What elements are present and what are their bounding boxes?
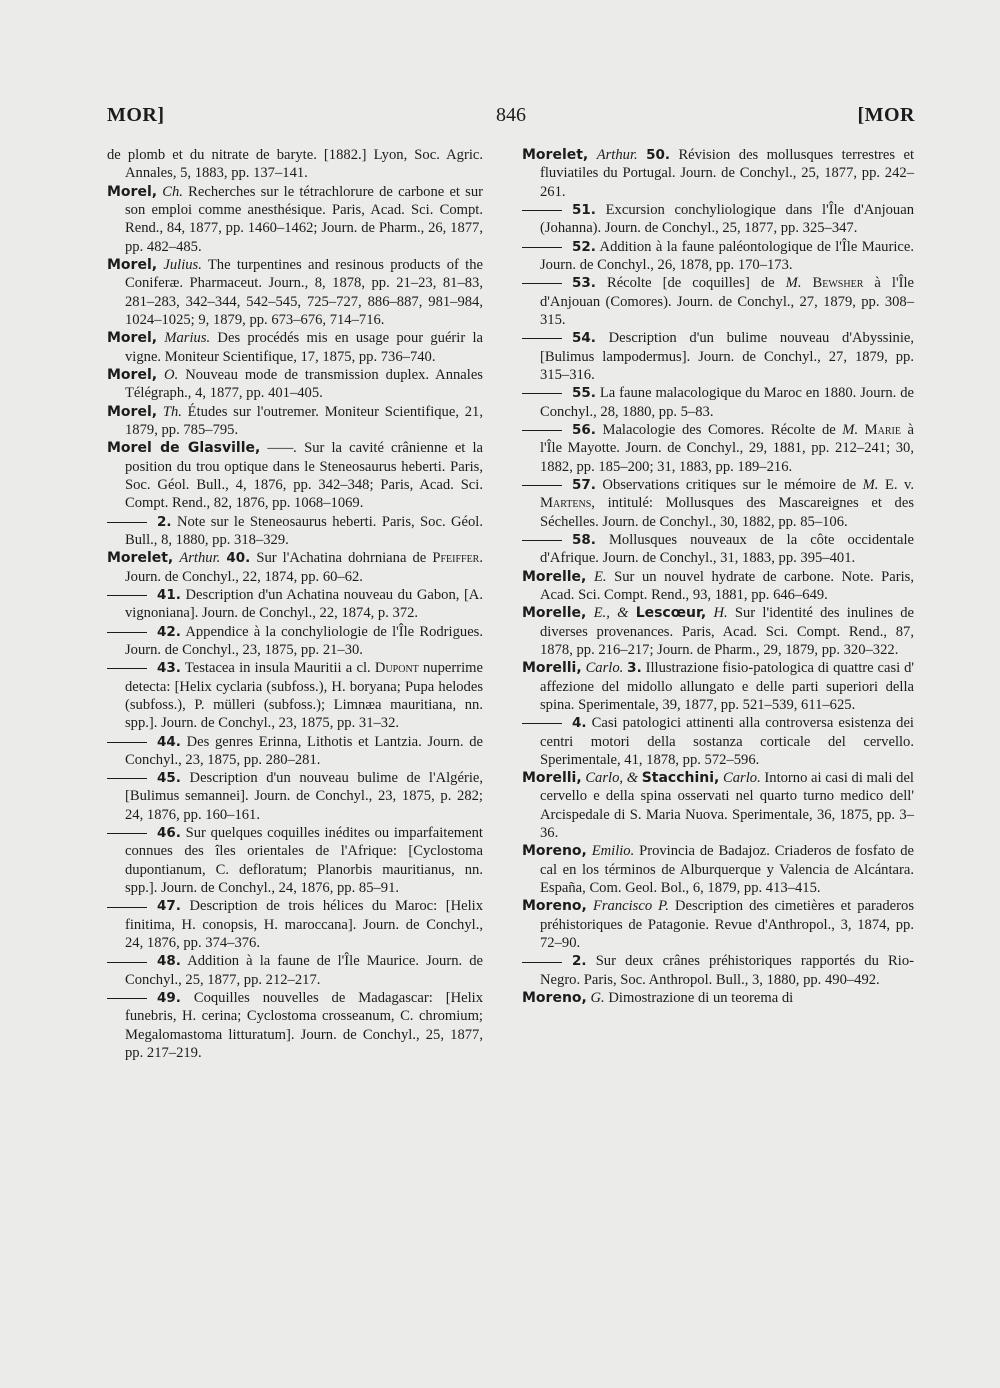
entry-text: Description d'un nouveau bulime de l'Algérie, [Bulimus semannei]. Journ. de Conchyl., 23, 1875, p. 282; 24, 1876, pp. 160–161. [125, 770, 483, 823]
entry-number: 43. [157, 660, 181, 677]
repeat-author-dash [107, 522, 147, 523]
entry-text: Addition à la faune paléontologique de l'Île Maurice. Journ. de Conchyl., 26, 1878, pp. 170–173. [540, 238, 914, 273]
bib-entry [522, 531, 914, 568]
repeat-author-dash [107, 595, 147, 596]
entry-number: 51. [572, 201, 596, 218]
repeat-author-dash [107, 632, 147, 633]
coauthor-given-name: H. [713, 605, 728, 622]
entry-text: Appendice à la conchyliologie de l'Île Rodrigues. Journ. de Conchyl., 23, 1875, pp. 21–30. [125, 623, 483, 658]
entry-number: 58. [572, 531, 596, 548]
author-given-name: Julius. [163, 256, 202, 273]
author-given-name: Carlo. [585, 660, 624, 677]
entry-number: 2. [572, 953, 587, 970]
entry-text: Récolte [de coquilles] de [606, 275, 775, 292]
entry-number: 54. [572, 330, 596, 347]
author-surname: Morelle, [522, 605, 587, 622]
person-name-smallcaps: Marie [864, 421, 901, 438]
entry-text: Sur quelques coquilles inédites ou imparfaitement connues des îles orientales de l'Afrique: [Cyclostoma dupontianum, C. defloratum; Planorbis mauritianus, nn. spp.]. Journ. de Conchyl., 24, 1876, pp. 85–91. [125, 825, 483, 897]
entry-number: 48. [157, 953, 181, 970]
bib-entry [522, 201, 914, 238]
repeat-author-dash [522, 283, 562, 284]
bib-entry [107, 623, 483, 660]
entry-text: Dimostrazione di un teorema di [608, 990, 794, 1007]
entry-text-continued: Journ. de Conchyl., 22, 1874, pp. 60–62. [125, 568, 363, 585]
author-surname: Morelli, [522, 770, 582, 787]
author-given-name: Marius. [164, 330, 211, 347]
coauthor-given-name: Carlo. [723, 770, 761, 787]
entry-text: La faune malacologique du Maroc en 1880. Journ. de Conchyl., 28, 1880, pp. 5–83. [540, 385, 914, 420]
entry-number: 53. [572, 275, 596, 292]
author-given-name: E., & [593, 605, 629, 622]
entry-number: 45. [157, 770, 181, 787]
entry-number: 42. [157, 623, 181, 640]
repeat-author-dash [107, 907, 147, 908]
header-left-range: MOR] [107, 104, 165, 126]
entry-text: Observations critiques sur le mémoire de [602, 476, 857, 493]
repeat-author-dash [522, 338, 562, 339]
repeat-author-dash [522, 485, 562, 486]
person-name-smallcaps: Dupont [374, 660, 419, 677]
bib-entry [107, 329, 483, 366]
entry-text: The turpentines and resinous products of the Coniferæ. Pharmaceut. Journ., 8, 1878, pp. 21–23, 81–83, 281–283, 342–344, 542–545, 725–727, 886–887, 981–984, 1024–1025; 9, 1879, pp. 673–676, 714–716. [125, 256, 483, 328]
bib-entry [522, 714, 914, 769]
repeat-author-dash [107, 998, 147, 999]
author-given-name: E. [593, 568, 607, 585]
entry-text: Note sur le Steneosaurus heberti. Paris, Soc. Géol. Bull., 8, 1880, pp. 318–329. [125, 513, 484, 548]
bib-entry [107, 733, 483, 770]
entry-number: 50. [646, 147, 671, 163]
repeat-author-dash [522, 540, 562, 541]
entry-text: Provincia de Badajoz. Criaderos de fosfato de cal en los términos de Alburquerque y Valencia de Alcántara. España, Com. Geol. Bol., 6, 1879, pp. 413–415. [540, 843, 914, 897]
entry-text: Études sur l'outremer. Moniteur Scientifique, 21, 1879, pp. 785–795. [125, 403, 483, 438]
entry-text: Intorno ai casi di mali del cervello e della spina osservati nel quarto turno medico dell' Arcispedale di S. Maria Nuova. Sperimentale, 36, 1875, pp. 3–36. [540, 770, 914, 842]
title-abbrev: M. [862, 476, 879, 493]
author-given-name: ——. [267, 440, 298, 457]
repeat-author-dash [522, 393, 562, 394]
author-given-name: Emilio. [591, 843, 635, 860]
entry-text: Sur deux crânes préhistoriques rapportés du Rio-Negro. Paris, Soc. Anthropol. Bull., 3, 1880, pp. 490–492. [540, 953, 914, 988]
repeat-author-dash [107, 668, 147, 669]
entry-text: Sur l'Achatina dohrniana de [256, 550, 427, 567]
entry-text-continued: intitulé: Mollusques des Mascareignes et des Séchelles. Journ. de Conchyl., 30, 1882, pp. 85–106. [540, 495, 914, 530]
page-number: 846 [496, 104, 526, 126]
repeat-author-dash [522, 962, 562, 963]
bib-entry [107, 366, 483, 403]
bib-entry [107, 146, 483, 183]
bib-entry [107, 439, 483, 512]
title-abbrev: M. [842, 421, 859, 438]
entry-text: Des procédés mis en usage pour guérir la vigne. Moniteur Scientifique, 17, 1875, pp. 736–740. [125, 330, 483, 365]
entry-number: 40. [226, 550, 251, 567]
bib-entry [107, 989, 483, 1062]
author-surname: Morel, [107, 330, 158, 347]
entry-text: Description d'un Achatina nouveau du Gabon, [A. vignoniana]. Journ. de Conchyl., 22, 1874, p. 372. [125, 586, 483, 622]
person-name-smallcaps: Martens, [540, 495, 595, 512]
repeat-author-dash [522, 430, 562, 431]
repeat-author-dash [107, 962, 147, 963]
bib-entry [522, 604, 914, 659]
entry-number: 2. [157, 513, 172, 530]
bib-entry [107, 952, 483, 989]
bib-entry [107, 549, 483, 586]
entry-text: Nouveau mode de transmission duplex. Annales Télégraph., 4, 1877, pp. 401–405. [125, 366, 483, 402]
entry-text: Description des cimetières et paraderos préhistoriques de Patagonie. Revue d'Anthropol., 3, 1874, pp. 72–90. [540, 898, 914, 952]
entry-text: de plomb et du nitrate de baryte. [1882.] Lyon, Soc. Agric. Annales, 5, 1883, pp. 137–141. [107, 147, 483, 182]
entry-number: 3. [627, 660, 642, 677]
bib-entry [522, 952, 914, 989]
entry-text: Addition à la faune de l'Île Maurice. Journ. de Conchyl., 25, 1877, pp. 212–217. [125, 953, 484, 988]
bib-entry [522, 476, 914, 531]
author-surname: Moreno, [522, 898, 587, 915]
entry-text: Description d'un bulime nouveau d'Abyssinie, [Bulimus lampodermus]. Journ. de Conchyl., 27, 1879, pp. 315–316. [540, 330, 915, 383]
author-surname: Morel, [107, 256, 158, 273]
entry-text: Illustrazione fisio-patologica di quattre casi d' affezione del midollo allungato e delle parti superiori della spina. Sperimentale, 39, 1877, pp. 521–539, 611–625. [540, 660, 915, 713]
repeat-author-dash [107, 833, 147, 834]
bib-entry [107, 513, 483, 550]
bib-entry [522, 659, 914, 714]
bib-entry [522, 842, 914, 897]
bib-entry [522, 421, 914, 476]
author-given-name: O. [164, 366, 179, 383]
entry-text: Coquilles nouvelles de Madagascar: [Helix funebris, H. cerina; Cyclostoma crosseanum, C. chromium; Megalomastoma litturatum]. Journ. de Conchyl., 25, 1877, pp. 217–219. [125, 990, 483, 1062]
entry-text: Excursion conchyliologique dans l'Île d'Anjouan (Johanna). Journ. de Conchyl., 25, 1877, pp. 325–347. [540, 201, 914, 237]
header-right-range: [MOR [857, 104, 915, 126]
author-surname: Morelet, [107, 550, 174, 567]
entry-text-continued: à l'Île d'Anjouan (Comores). Journ. de Conchyl., 27, 1879, pp. 308–315. [540, 275, 914, 328]
entry-text: Description de trois hélices du Maroc: [Helix finitima, H. conopsis, H. maroccana]. Journ. de Conchyl., 24, 1876, pp. 374–376. [125, 898, 484, 952]
entry-text: Testacea in insula Mauritii a cl. [184, 660, 371, 677]
bib-entry [522, 384, 914, 421]
author-surname: Moreno, [522, 990, 587, 1007]
author-surname: Morel, [107, 183, 158, 200]
running-header [107, 100, 915, 134]
bib-entry [107, 183, 483, 256]
entry-text: Sur un nouvel hydrate de carbone. Note. Paris, Acad. Sci. Compt. Rend., 93, 1881, pp. 646–649. [540, 568, 915, 603]
author-surname: Morelet, [522, 147, 589, 163]
entry-text: Sur l'identité des inulines de diverses provenances. Paris, Acad. Sci. Compt. Rend., 87, 1878, pp. 216–217; Journ. de Pharm., 29, 1879, pp. 320–322. [540, 605, 915, 658]
repeat-author-dash [107, 778, 147, 779]
author-surname: Morelle, [522, 568, 587, 585]
coauthor-surname: Lescœur, [635, 605, 707, 622]
bib-entry [107, 897, 483, 952]
bib-entry [522, 146, 914, 201]
bib-entry [522, 274, 914, 329]
author-given-name: Ch. [162, 183, 183, 200]
entry-number: 47. [157, 898, 181, 915]
entry-text: Sur la cavité crânienne et la position du trou optique dans le Steneosaurus heberti. Paris, Soc. Géol. Bull., 4, 1876, pp. 342–348; Paris, Acad. Sci. Compt. Rend., 82, 1876, pp. 1068–1069. [125, 440, 483, 512]
author-surname: Morel, [107, 403, 158, 420]
entry-number: 44. [157, 733, 181, 750]
title-abbrev: M. [785, 275, 802, 292]
author-surname: Morelli, [522, 660, 582, 677]
author-surname: Morel, [107, 366, 158, 383]
entry-text-continued: à l'Île Mayotte. Journ. de Conchyl., 29, 1881, pp. 212–241; 30, 1882, pp. 185–200; 31, 1883, pp. 189–216. [540, 421, 914, 475]
entry-number: 41. [157, 586, 181, 603]
entry-text: E. v. [884, 476, 915, 493]
coauthor-surname: Stacchini, [641, 770, 720, 787]
bib-entry [107, 769, 483, 824]
entry-text: Mollusques nouveaux de la côte occidentale d'Afrique. Journ. de Conchyl., 31, 1883, pp. 395–401. [540, 531, 914, 567]
author-given-name: Carlo, & [585, 770, 639, 787]
entry-number: 57. [572, 476, 596, 493]
author-given-name: Arthur. [179, 550, 221, 567]
author-given-name: G. [590, 990, 605, 1007]
entry-text-continued: nuperrime detecta: [Helix cyclaria (subfoss.), H. boryana; Pupa helodes (subfoss.), P. mülleri (subfoss.); Limnæa mauritiana, nn. spp.]. Journ. de Conchyl., 23, 1875, pp. 31–32. [125, 660, 483, 732]
right-column [522, 146, 914, 1007]
bib-entry [107, 586, 483, 623]
author-given-name: Arthur. [596, 147, 638, 163]
bib-entry [107, 824, 483, 897]
entry-text: Malacologie des Comores. Récolte de [602, 421, 836, 438]
author-given-name: Th. [162, 403, 182, 420]
entry-number: 56. [572, 421, 596, 438]
bib-entry [107, 403, 483, 440]
repeat-author-dash [522, 723, 562, 724]
bib-entry [522, 238, 914, 275]
entry-text: Révision des mollusques terrestres et fluviatiles du Portugal. Journ. de Conchyl., 25, 1877, pp. 242–261. [540, 147, 915, 200]
entry-number: 46. [157, 825, 181, 842]
author-surname: Moreno, [522, 843, 587, 860]
repeat-author-dash [522, 247, 562, 248]
entry-number: 52. [572, 238, 596, 255]
repeat-author-dash [107, 742, 147, 743]
bib-entry [522, 568, 914, 605]
left-column [107, 146, 483, 1062]
bib-entry [522, 897, 914, 952]
author-surname: Morel de Glasville, [107, 440, 261, 457]
bib-entry [522, 989, 914, 1007]
entry-number: 49. [157, 990, 181, 1007]
repeat-author-dash [522, 210, 562, 211]
entry-number: 4. [572, 715, 587, 732]
bib-entry [107, 659, 483, 732]
entry-number: 55. [572, 385, 596, 402]
entry-text: Recherches sur le tétrachlorure de carbone et sur son emploi comme anesthésique. Paris, Acad. Sci. Compt. Rend., 84, 1877, pp. 1460–1462; Journ. de Pharm., 26, 1877, pp. 482–485. [125, 183, 484, 255]
bib-entry [107, 256, 483, 329]
bib-entry [522, 769, 914, 842]
bib-entry [522, 329, 914, 384]
author-given-name: Francisco P. [592, 898, 669, 915]
entry-text: Des genres Erinna, Lithotis et Lantzia. Journ. de Conchyl., 23, 1875, pp. 280–281. [125, 733, 483, 768]
entry-text: Casi patologici attinenti alla controversa esistenza dei centri motori della sostanza corticale del cervello. Sperimentale, 41, 1878, pp. 572–596. [540, 715, 914, 768]
person-name-smallcaps: Pfeiffer. [432, 550, 483, 567]
person-name-smallcaps: Bewsher [812, 275, 864, 292]
